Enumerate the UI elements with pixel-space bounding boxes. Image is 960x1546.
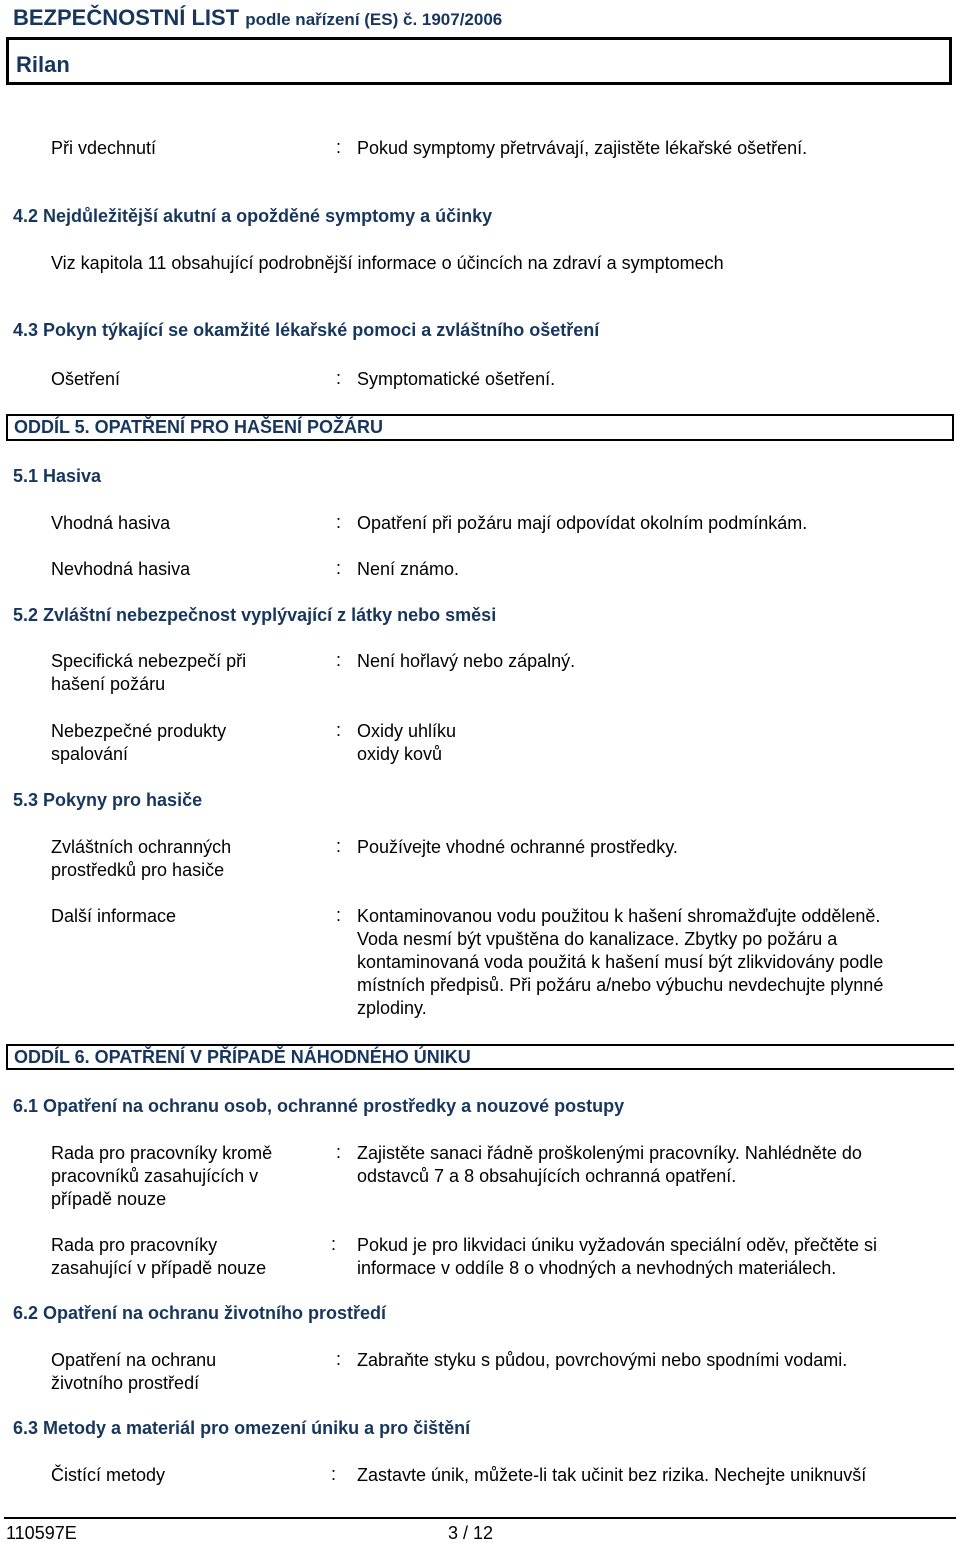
field-value	[357, 1142, 862, 1188]
subsection-title-6-3: 6.3 Metody a materiál pro omezení úniku a pro čištění	[13, 1418, 471, 1438]
field-label	[51, 1349, 216, 1395]
section-title-6: ODDÍL 6. OPATŘENÍ V PŘÍPADĚ NÁHODNÉHO ÚNIKU	[14, 1047, 471, 1067]
field-value-line: Pokud je pro likvidaci úniku vyžadován speciální oděv, přečtěte si	[357, 1235, 877, 1255]
colon-separator: :	[336, 512, 342, 532]
document-title	[13, 5, 502, 31]
field-value-line: informace v oddíle 8 o vhodných a nevhodných materiálech.	[357, 1258, 837, 1278]
field-label-line: Nebezpečné produkty	[51, 721, 227, 741]
field-label: Nevhodná hasiva	[51, 559, 191, 579]
field-value: Pokud symptomy přetrvávají, zajistěte lékařské ošetření.	[357, 138, 808, 158]
colon-separator: :	[336, 720, 342, 740]
colon-separator: :	[336, 650, 342, 670]
section-header-6	[6, 1044, 954, 1070]
subsection-title-4-2: 4.2 Nejdůležitější akutní a opožděné symptomy a účinky	[13, 206, 493, 226]
subsection-title-4-3: 4.3 Pokyn týkající se okamžité lékařské pomoci a zvláštního ošetření	[13, 320, 600, 340]
subsection-title-5-2: 5.2 Zvláštní nebezpečnost vyplývající z látky nebo směsi	[13, 605, 497, 625]
colon-separator: :	[336, 1142, 342, 1162]
field-label-line: životního prostředí	[51, 1373, 200, 1393]
field-value-line: Voda nesmí být vpuštěna do kanalizace. Zbytky po požáru a	[357, 929, 838, 949]
field-value-line: kontaminovaná voda použitá k hašení musí být zlikvidovány podle	[357, 952, 884, 972]
field-value	[357, 905, 883, 1020]
field-value-line: Zajistěte sanaci řádně proškolenými pracovníky. Nahlédněte do	[357, 1143, 862, 1163]
colon-separator: :	[336, 1349, 342, 1369]
regulation-text: podle nařízení (ES) č. 1907/2006	[245, 10, 503, 29]
field-label: Čistící metody	[51, 1465, 166, 1485]
field-value: Symptomatické ošetření.	[357, 369, 556, 389]
colon-separator: :	[331, 1464, 337, 1484]
colon-separator: :	[331, 1234, 337, 1254]
product-name: Rilan	[16, 52, 70, 77]
field-value-line: Kontaminovanou vodu použitou k hašení shromažďujte odděleně.	[357, 906, 881, 926]
field-value: Není známo.	[357, 559, 460, 579]
field-value: Zabraňte styku s půdou, povrchovými nebo spodními vodami.	[357, 1350, 848, 1370]
field-value-line: odstavců 7 a 8 obsahujících ochranná opatření.	[357, 1166, 737, 1186]
field-value-line: zplodiny.	[357, 998, 427, 1018]
field-value-line: Oxidy uhlíku	[357, 721, 457, 741]
field-label-line: případě nouze	[51, 1189, 167, 1209]
field-value	[357, 720, 456, 766]
field-label	[51, 1234, 266, 1280]
colon-separator: :	[336, 558, 342, 578]
section-header-5	[6, 414, 954, 441]
field-label	[51, 720, 226, 766]
colon-separator: :	[336, 137, 342, 157]
subsection-title-6-2: 6.2 Opatření na ochranu životního prostředí	[13, 1303, 387, 1323]
subsection-title-5-3: 5.3 Pokyny pro hasiče	[13, 790, 203, 810]
field-value: Zastavte únik, můžete-li tak učinit bez rizika. Nechejte uniknuvší	[357, 1465, 867, 1485]
field-value	[357, 1234, 877, 1280]
field-label	[51, 836, 231, 882]
field-label	[51, 650, 246, 696]
field-label-line: pracovníků zasahujících v	[51, 1166, 259, 1186]
field-value: Není hořlavý nebo zápalný.	[357, 651, 576, 671]
field-label-line: spalování	[51, 744, 129, 764]
subsection-text-4-2: Viz kapitola 11 obsahující podrobnější informace o účincích na zdraví a symptomech	[51, 253, 724, 273]
section-title-5: ODDÍL 5. OPATŘENÍ PRO HAŠENÍ POŽÁRU	[14, 417, 384, 437]
field-label-line: Specifická nebezpečí při	[51, 651, 247, 671]
document-title-text: BEZPEČNOSTNÍ LIST	[13, 5, 240, 30]
field-label: Při vdechnutí	[51, 138, 157, 158]
colon-separator: :	[336, 905, 342, 925]
subsection-title-5-1: 5.1 Hasiva	[13, 466, 102, 486]
field-label-line: Rada pro pracovníky	[51, 1235, 218, 1255]
colon-separator: :	[336, 836, 342, 856]
colon-separator: :	[336, 368, 342, 388]
subsection-title-6-1: 6.1 Opatření na ochranu osob, ochranné prostředky a nouzové postupy	[13, 1096, 625, 1116]
field-label-line: prostředků pro hasiče	[51, 860, 225, 880]
field-value-line: místních předpisů. Při požáru a/nebo výbuchu nevdechujte plynné	[357, 975, 884, 995]
field-label: Další informace	[51, 906, 177, 926]
field-label-line: zasahující v případě nouze	[51, 1258, 267, 1278]
field-label-line: Rada pro pracovníky kromě	[51, 1143, 273, 1163]
field-label: Ošetření	[51, 369, 121, 389]
page-number: 3 / 12	[448, 1523, 494, 1543]
field-label-line: Zvláštních ochranných	[51, 837, 232, 857]
field-label-line: hašení požáru	[51, 674, 166, 694]
field-value: Používejte vhodné ochranné prostředky.	[357, 837, 678, 857]
document-header	[0, 0, 960, 34]
page-footer	[4, 1517, 956, 1546]
field-label-line: Opatření na ochranu	[51, 1350, 217, 1370]
product-name-box	[6, 37, 952, 85]
field-value-line: oxidy kovů	[357, 744, 443, 764]
field-label	[51, 1142, 272, 1211]
field-label: Vhodná hasiva	[51, 513, 171, 533]
document-code: 110597E	[6, 1523, 77, 1543]
field-value: Opatření při požáru mají odpovídat okolním podmínkám.	[357, 513, 808, 533]
